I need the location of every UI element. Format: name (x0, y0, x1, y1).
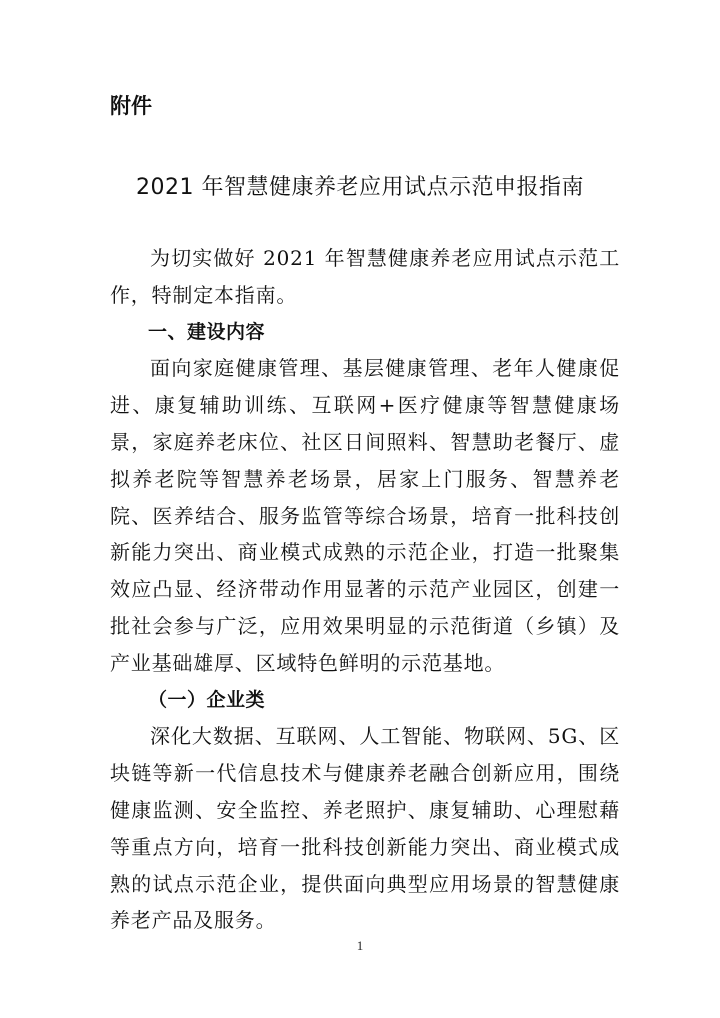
section-heading-construction: 一、建设内容 (148, 320, 266, 343)
enterprise-paragraph: 深化大数据、互联网、人工智能、物联网、5G、区块链等新一代信息技术与健康养老融合创新应用，围绕健康监测、安全监控、养老照护、康复辅助、心理慰藉等重点方向，培育一批科技创新能力突出、商业模式成熟的试点示范企业，提供面向典型应用场景的智慧健康养老产品及服务。 (110, 724, 620, 933)
document-title: 2021 年智慧健康养老应用试点示范申报指南 (136, 175, 584, 200)
subsection-heading-enterprise: （一）企业类 (148, 688, 266, 711)
construction-paragraph: 面向家庭健康管理、基层健康管理、老年人健康促进、康复辅助训练、互联网+医疗健康等智慧健康场景，家庭养老床位、社区日间照料、智慧助老餐厅、虚拟养老院等智慧养老场景，居家上门服务、智慧养老院、医养结合、服务监管等综合场景，培育一批科技创新能力突出、商业模式成熟的示范企业，打造一批聚集效应凸显、经济带动作用显著的示范产业园区，创建一批社会参与广泛，应用效果明显的示范街道（乡镇）及产业基础雄厚、区域特色鲜明的示范基地。 (110, 356, 620, 675)
intro-paragraph: 为切实做好 2021 年智慧健康养老应用试点示范工作，特制定本指南。 (110, 246, 620, 307)
attachment-label: 附件 (110, 94, 152, 118)
document-body (110, 240, 620, 939)
page-number: 1 (356, 938, 364, 953)
